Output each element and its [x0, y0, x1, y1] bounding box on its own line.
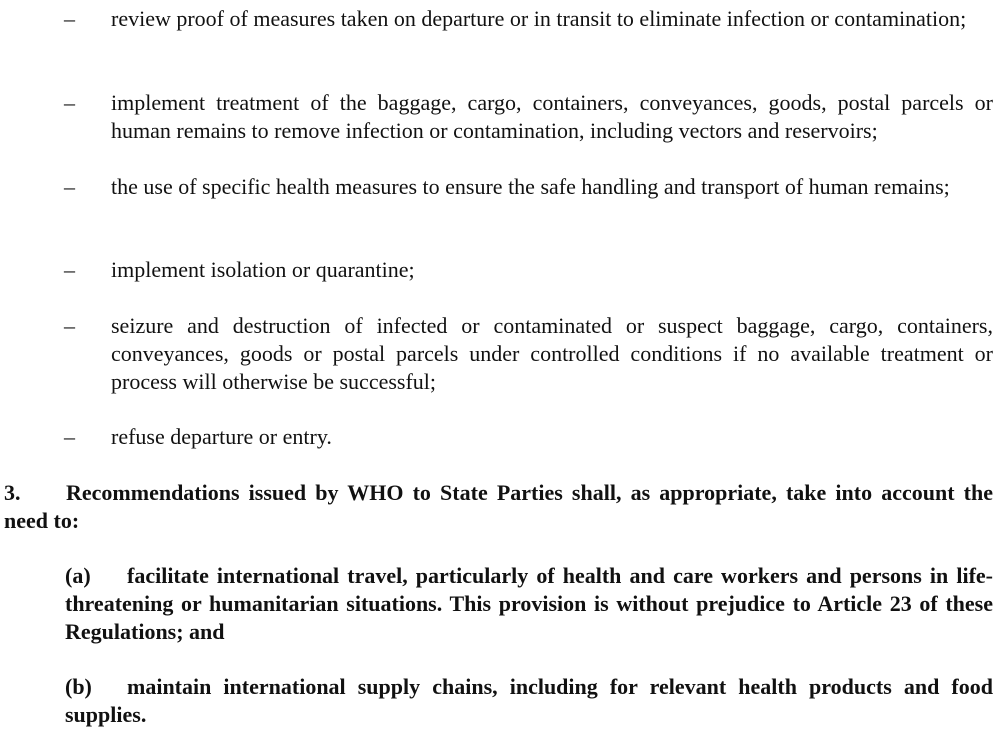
dash-marker: –: [64, 174, 75, 199]
bullet-text: review proof of measures taken on departure or in transit to eliminate infection or contamination;: [111, 6, 967, 31]
paragraph-number: 3.: [4, 480, 21, 505]
paragraph-text: Recommendations issued by WHO to State Parties shall, as appropriate, take into account the need to:: [4, 480, 993, 533]
dash-marker: –: [64, 90, 75, 115]
paragraph-3: [4, 479, 993, 535]
bullet-text: the use of specific health measures to ensure the safe handling and transport of human remains;: [111, 174, 950, 199]
subitem-a: [65, 562, 993, 646]
dash-marker: –: [64, 257, 75, 282]
dash-marker: –: [64, 313, 75, 338]
subitem-label: (a): [65, 563, 91, 588]
subitem-label: (b): [65, 674, 92, 699]
bullet-text: seizure and destruction of infected or contaminated or suspect baggage, cargo, containers, conveyances, goods or postal parcels under controlled conditions if no available treatment or process will otherwise be successful;: [111, 313, 993, 394]
bullet-text: implement treatment of the baggage, cargo, containers, conveyances, goods, postal parcels or human remains to remove infection or contamination, including vectors and reservoirs;: [111, 90, 993, 143]
subitem-text: facilitate international travel, particularly of health and care workers and persons in life-threatening or humanitarian situations. This provision is without prejudice to Article 23 of these Regulations; and: [65, 563, 993, 644]
bullet-text: refuse departure or entry.: [111, 424, 332, 449]
subitem-text: maintain international supply chains, including for relevant health products and food supplies.: [65, 674, 993, 727]
subitem-b: [65, 673, 993, 729]
dash-marker: –: [64, 424, 75, 449]
dash-marker: –: [64, 6, 75, 31]
bullet-text: implement isolation or quarantine;: [111, 257, 415, 282]
